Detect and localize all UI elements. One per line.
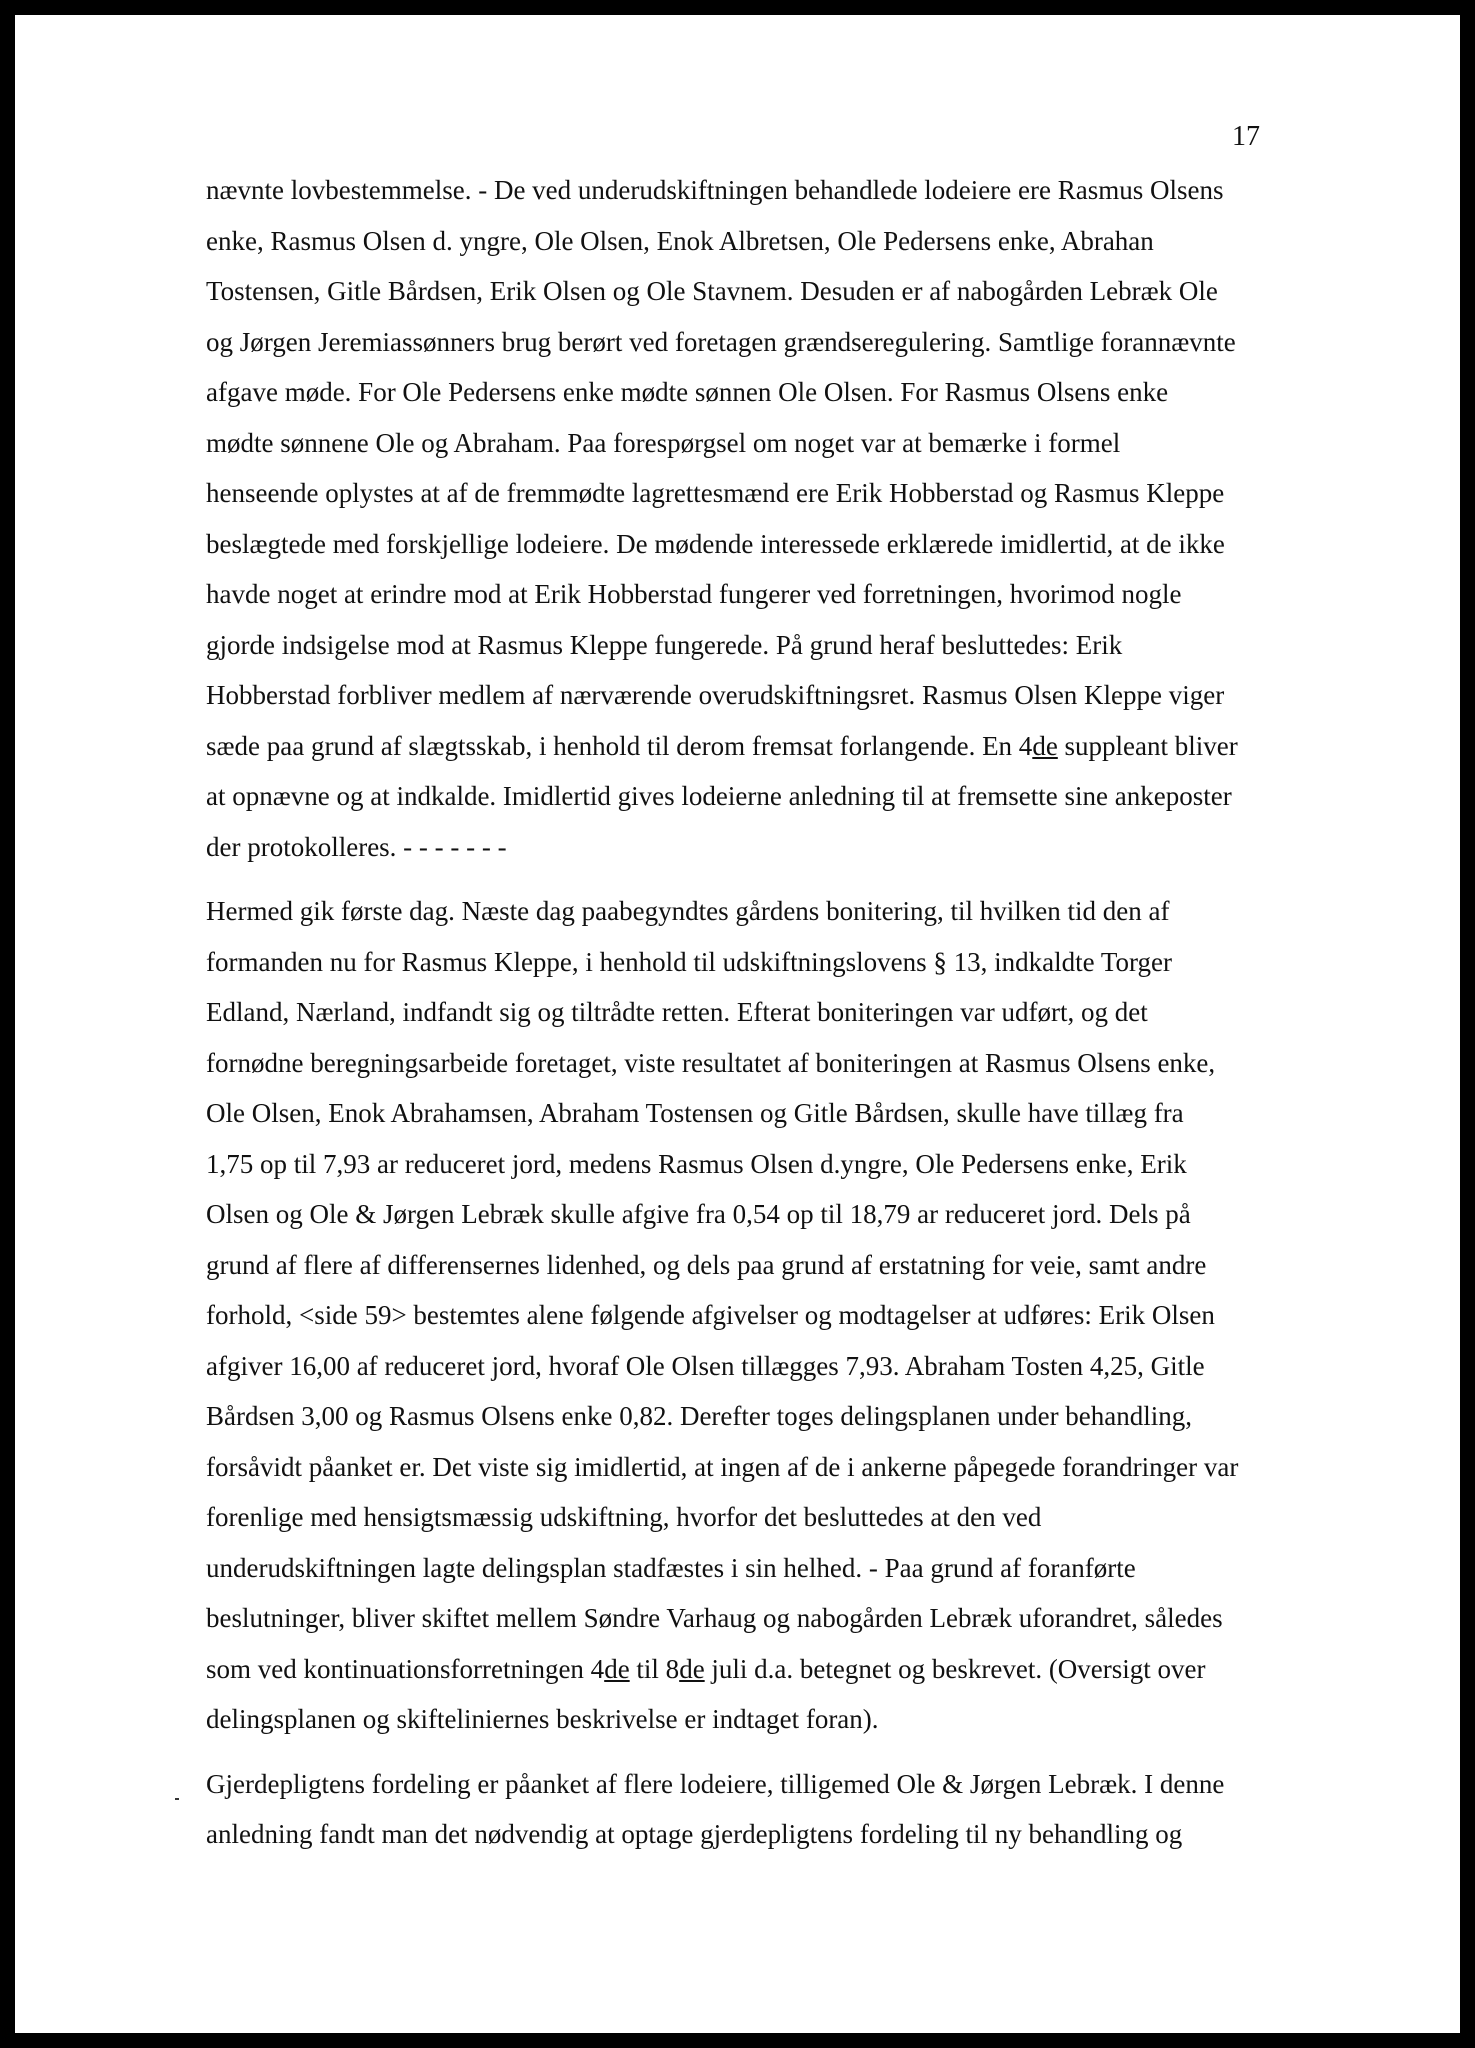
text-line bbox=[206, 1492, 1286, 1543]
paragraph bbox=[206, 165, 1286, 872]
text-segment: forhold, <side 59> bestemtes alene følgende afgivelser og modtagelser at udføres: Erik Olsen bbox=[206, 1300, 1215, 1330]
text-segment: mødte sønnene Ole og Abraham. Paa forespørgsel om noget var at bemærke i formel bbox=[206, 427, 1121, 458]
text-segment: henseende oplystes at af de fremmødte lagrettesmænd ere Erik Hobberstad og Rasmus Kleppe bbox=[206, 478, 1225, 508]
text-line bbox=[206, 1694, 1286, 1745]
paragraph bbox=[206, 1759, 1286, 1860]
text-segment: der protokolleres. - - - - - - - bbox=[206, 831, 507, 862]
text-line bbox=[206, 569, 1286, 620]
text-segment: 1,75 op til 7,93 ar reduceret jord, medens Rasmus Olsen d.yngre, Ole Pedersens enke, Erik bbox=[206, 1148, 1187, 1179]
scan-mark bbox=[175, 1798, 179, 1800]
text-segment: Gjerdepligtens fordeling er påanket af flere lodeiere, tilligemed Ole & Jørgen Lebræk. I denne bbox=[206, 1768, 1225, 1799]
text-line bbox=[206, 721, 1286, 772]
text-line bbox=[206, 937, 1286, 988]
text-segment: suppleant bliver bbox=[1057, 730, 1238, 761]
text-segment: delingsplanen og skifteliniernes beskrivelse er indtaget foran). bbox=[206, 1704, 879, 1734]
text-line bbox=[206, 266, 1286, 317]
text-line bbox=[206, 317, 1286, 368]
text-line bbox=[206, 1341, 1286, 1392]
text-segment: havde noget at erindre mod at Erik Hobberstad fungerer ved forretningen, hvorimod nogle bbox=[206, 579, 1182, 609]
text-line bbox=[206, 1644, 1286, 1695]
text-line bbox=[206, 1759, 1286, 1810]
text-line bbox=[206, 1290, 1286, 1341]
text-segment: forsåvidt påanket er. Det viste sig imidlertid, at ingen af de i ankerne påpegede forandringer var bbox=[206, 1451, 1239, 1482]
page-number: 17 bbox=[1232, 121, 1260, 152]
text-line bbox=[206, 519, 1286, 570]
text-segment: Hobberstad forbliver medlem af nærværende overudskiftningsret. Rasmus Olsen Kleppe viger bbox=[206, 680, 1225, 710]
text-segment: beslægtede med forskjellige lodeiere. De mødende interessede erklærede imidlertid, at de ikke bbox=[206, 528, 1225, 559]
text-line bbox=[206, 1240, 1286, 1291]
text-segment: sæde paa grund af slægtsskab, i henhold til derom fremsat forlangende. En 4 bbox=[206, 730, 1033, 761]
ordinal-suffix: de bbox=[1032, 730, 1058, 761]
text-line bbox=[206, 1088, 1286, 1139]
text-segment: underudskiftningen lagte delingsplan stadfæstes i sin helhed. - Paa grund af foranførte bbox=[206, 1552, 1136, 1583]
text-segment: forenlige med hensigtsmæssig udskiftning, hvorfor det besluttedes at den ved bbox=[206, 1502, 1042, 1532]
text-line bbox=[206, 1809, 1286, 1860]
text-segment: Edland, Nærland, indfandt sig og tiltrådte retten. Efterat boniteringen var udført, og det bbox=[206, 997, 1148, 1027]
text-line bbox=[206, 418, 1286, 469]
ordinal-suffix: de bbox=[679, 1653, 705, 1684]
text-line bbox=[206, 468, 1286, 519]
document-body bbox=[206, 165, 1286, 1860]
text-segment: gjorde indsigelse mod at Rasmus Kleppe fungerede. På grund heraf besluttedes: Erik bbox=[206, 629, 1123, 660]
text-line bbox=[206, 822, 1286, 873]
text-segment: afgave møde. For Ole Pedersens enke mødte sønnen Ole Olsen. For Rasmus Olsens enke bbox=[206, 377, 1169, 407]
text-segment: nævnte lovbestemmelse. - De ved underudskiftningen behandlede lodeiere ere Rasmus Olsens bbox=[206, 175, 1224, 205]
text-line bbox=[206, 620, 1286, 671]
paragraph-gap bbox=[206, 872, 1286, 886]
text-line bbox=[206, 216, 1286, 267]
text-segment: som ved kontinuationsforretningen 4 bbox=[206, 1653, 605, 1684]
text-line bbox=[206, 165, 1286, 216]
paragraph-gap bbox=[206, 1745, 1286, 1759]
text-segment: enke, Rasmus Olsen d. yngre, Ole Olsen, Enok Albretsen, Ole Pedersens enke, Abrahan bbox=[206, 225, 1154, 256]
document-page bbox=[15, 15, 1460, 2033]
text-line bbox=[206, 1543, 1286, 1594]
text-line bbox=[206, 1189, 1286, 1240]
text-segment: fornødne beregningsarbeide foretaget, viste resultatet af boniteringen at Rasmus Olsens enke, bbox=[206, 1047, 1216, 1078]
text-segment: Hermed gik første dag. Næste dag paabegyndtes gårdens bonitering, til hvilken tid den af bbox=[206, 896, 1170, 926]
text-line bbox=[206, 670, 1286, 721]
text-segment: til 8 bbox=[629, 1653, 680, 1684]
text-line bbox=[206, 1391, 1286, 1442]
text-segment: Bårdsen 3,00 og Rasmus Olsens enke 0,82. Derefter toges delingsplanen under behandling, bbox=[206, 1401, 1193, 1431]
text-segment: anledning fandt man det nødvendig at optage gjerdepligtens fordeling til ny behandling og bbox=[206, 1819, 1183, 1849]
text-segment: Ole Olsen, Enok Abrahamsen, Abraham Tostensen og Gitle Bårdsen, skulle have tillæg fra bbox=[206, 1098, 1184, 1128]
paragraph bbox=[206, 886, 1286, 1745]
text-line bbox=[206, 771, 1286, 822]
text-segment: afgiver 16,00 af reduceret jord, hvoraf Ole Olsen tillægges 7,93. Abraham Tosten 4,25, Gitle bbox=[206, 1350, 1205, 1381]
text-segment: og Jørgen Jeremiassønners brug berørt ved foretagen grændseregulering. Samtlige forannævnte bbox=[206, 326, 1236, 357]
text-segment: formanden nu for Rasmus Kleppe, i henhold til udskiftningslovens § 13, indkaldte Torger bbox=[206, 946, 1172, 977]
ordinal-suffix: de bbox=[604, 1653, 630, 1684]
text-line bbox=[206, 886, 1286, 937]
text-line bbox=[206, 987, 1286, 1038]
text-segment: Tostensen, Gitle Bårdsen, Erik Olsen og Ole Stavnem. Desuden er af nabogården Lebræk Ole bbox=[206, 276, 1218, 306]
text-segment: grund af flere af differensernes lidenhed, og dels paa grund af erstatning for veie, samt andre bbox=[206, 1249, 1207, 1280]
text-line bbox=[206, 367, 1286, 418]
text-segment: juli d.a. betegnet og beskrevet. (Oversigt over bbox=[704, 1653, 1206, 1684]
text-line bbox=[206, 1442, 1286, 1493]
text-line bbox=[206, 1593, 1286, 1644]
text-segment: Olsen og Ole & Jørgen Lebræk skulle afgive fra 0,54 op til 18,79 ar reduceret jord. Dels på bbox=[206, 1199, 1191, 1229]
text-line bbox=[206, 1139, 1286, 1190]
text-segment: beslutninger, bliver skiftet mellem Søndre Varhaug og nabogården Lebræk uforandret, således bbox=[206, 1603, 1223, 1633]
text-segment: at opnævne og at indkalde. Imidlertid gives lodeierne anledning til at fremsette sine ankeposter bbox=[206, 781, 1232, 811]
text-line bbox=[206, 1038, 1286, 1089]
